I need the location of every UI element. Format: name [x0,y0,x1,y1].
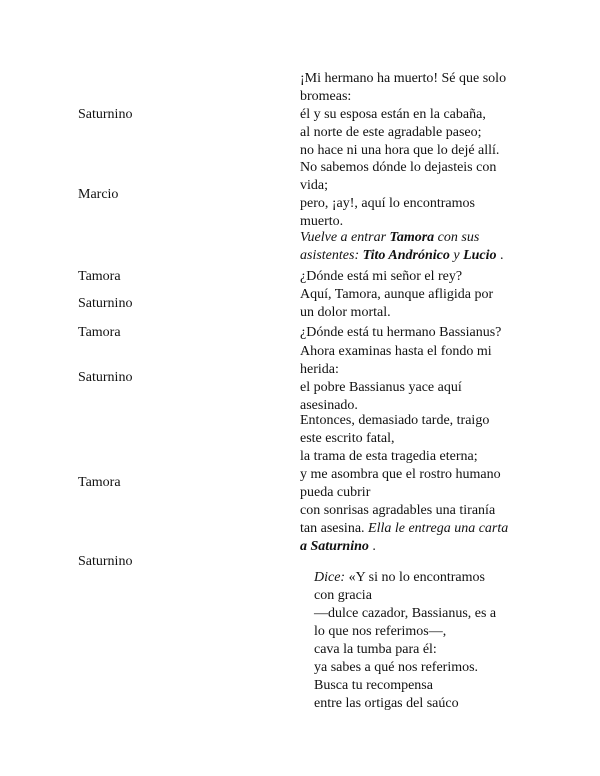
dialogue-block [300,324,540,342]
dialogue-block [300,268,540,286]
dialogue-line: vida; [300,178,328,193]
dialogue-line: con sonrisas agradables una tiranía [300,503,496,518]
dialogue-line: asesinado. [300,398,358,413]
dialogue-line: ¿Dónde está tu hermano Bassianus? [300,325,502,340]
dialogue-line: no hace ni una hora que lo dejé allí. [300,143,500,158]
dialogue-line: un dolor mortal. [300,305,391,320]
dialogue-line: Ahora examinas hasta el fondo mi [300,344,492,359]
stage-direction [300,229,540,265]
dialogue-line: ¿Dónde está mi señor el rey? [300,269,463,284]
character-name: Tamora [389,230,435,245]
dialogue-line: Entonces, demasiado tarde, traigo [300,413,490,428]
character-name: Lucio [463,248,497,263]
stage-text: . [368,539,376,554]
stage-text: Vuelve a entrar [300,230,390,245]
dialogue-line: este escrito fatal, [300,431,395,446]
dialogue-block [300,412,540,556]
letter-quote [314,569,554,713]
dialogue-line: ¡Mi hermano ha muerto! Sé que solo [300,71,507,86]
letter-line: lo que nos referimos—, [314,624,447,639]
dialogue-line: al norte de este agradable paseo; [300,125,482,140]
speaker-name: Saturnino [78,370,133,385]
dialogue-text: tan asesina. [300,521,369,536]
dialogue-line: muerto. [300,214,344,229]
dialogue-line: bromeas: [300,89,352,104]
speaker-name: Tamora [78,269,121,284]
dialogue-line: la trama de esta tragedia eterna; [300,449,478,464]
dialogue-block [300,70,540,160]
speaker-name: Tamora [78,475,121,490]
dialogue-line: pero, ¡ay!, aquí lo encontramos [300,196,475,211]
speaker-name: Marcio [78,187,119,202]
stage-text: Ella le entrega una carta [368,521,509,536]
character-name: a Saturnino [300,539,369,554]
letter-line: ya sabes a qué nos referimos. [314,660,479,675]
letter-intro: Dice: [314,570,346,585]
dialogue-block [300,286,540,322]
dialogue-line: Aquí, Tamora, aunque afligida por [300,287,494,302]
dialogue-block [300,343,540,415]
stage-text: con sus [434,230,480,245]
letter-line: con gracia [314,588,372,603]
dialogue-line: él y su esposa están en la cabaña, [300,107,486,122]
letter-line: «Y si no lo encontramos [345,570,485,585]
dialogue-line: No sabemos dónde lo dejasteis con [300,160,497,175]
letter-line: entre las ortigas del saúco [314,696,459,711]
letter-line: Busca tu recompensa [314,678,433,693]
stage-text: y [449,248,464,263]
speaker-name: Saturnino [78,296,133,311]
dialogue-block [300,159,540,231]
dialogue-line: y me asombra que el rostro humano [300,467,501,482]
speaker-name: Saturnino [78,554,133,569]
stage-text: asistentes: [300,248,363,263]
speaker-name: Tamora [78,325,121,340]
letter-line: —dulce cazador, Bassianus, es a [314,606,497,621]
speaker-name: Saturnino [78,107,133,122]
dialogue-line: pueda cubrir [300,485,371,500]
dialogue-line: el pobre Bassianus yace aquí [300,380,462,395]
character-name: Tito Andrónico [362,248,450,263]
dialogue-line: herida: [300,362,339,377]
letter-line: cava la tumba para él: [314,642,437,657]
stage-text: . [496,248,504,263]
